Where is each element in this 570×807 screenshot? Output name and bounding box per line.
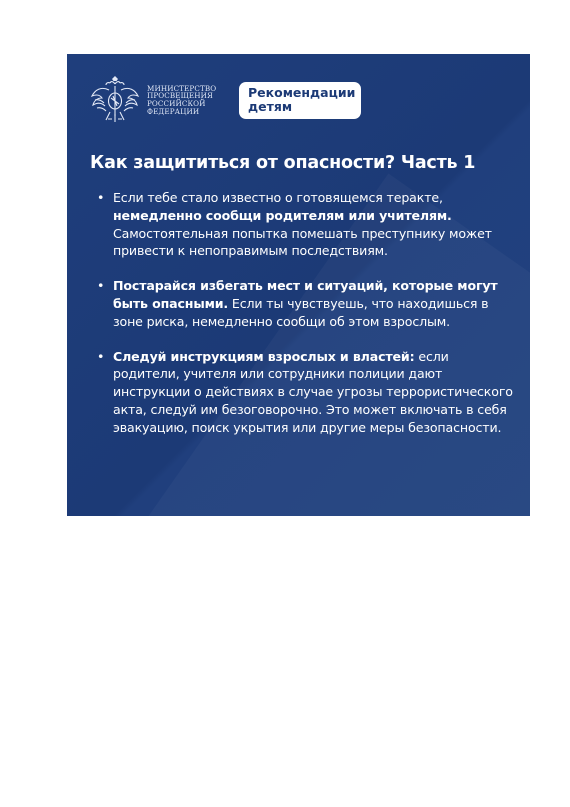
- list-item: [95, 277, 515, 330]
- item-text-pre: Если тебе стало известно о готовящемся теракте,: [113, 190, 443, 205]
- recommendations-badge: [239, 82, 361, 119]
- item-text-post: Самостоятельная попытка помешать преступнику может привести к непоправимым последствиям.: [113, 225, 492, 259]
- badge-line-2: детям: [248, 98, 293, 114]
- list-item: [95, 189, 515, 260]
- page-title: Как защититься от опасности? Часть 1: [90, 153, 476, 173]
- recommendations-list: [95, 189, 515, 454]
- item-text-bold: Следуй инструкциям взрослых и властей:: [113, 348, 415, 364]
- ministry-line: ФЕДЕРАЦИИ: [147, 106, 200, 116]
- list-item: [95, 348, 515, 437]
- double-headed-eagle-emblem-icon: [89, 76, 141, 124]
- item-text-bold: Постарайся избегать мест и ситуаций, которые могут быть опасными.: [113, 278, 498, 311]
- item-text-bold: немедленно сообщи родителям или учителям.: [113, 207, 452, 223]
- badge-line-1: Рекомендации: [248, 84, 356, 100]
- card-header: [89, 76, 361, 124]
- item-text-post: если родители, учителя или сотрудники полиции дают инструкции о действиях в случае угрозы террористического акта, следуй им безоговорочно. Это может включать в себя эвакуацию, поиск укрытия или другие меры безопасности.: [113, 348, 513, 435]
- item-text-post: Если ты чувствуешь, что находишься в зоне риска, немедленно сообщи об этом взрослым.: [113, 295, 489, 329]
- ministry-line: РОССИЙСКОЙ: [147, 99, 206, 108]
- info-card: [67, 54, 530, 516]
- ministry-line: ПРОСВЕЩЕНИЯ: [147, 91, 213, 101]
- ministry-name: [147, 85, 225, 115]
- ministry-line: МИНИСТЕРСТВО: [147, 83, 217, 93]
